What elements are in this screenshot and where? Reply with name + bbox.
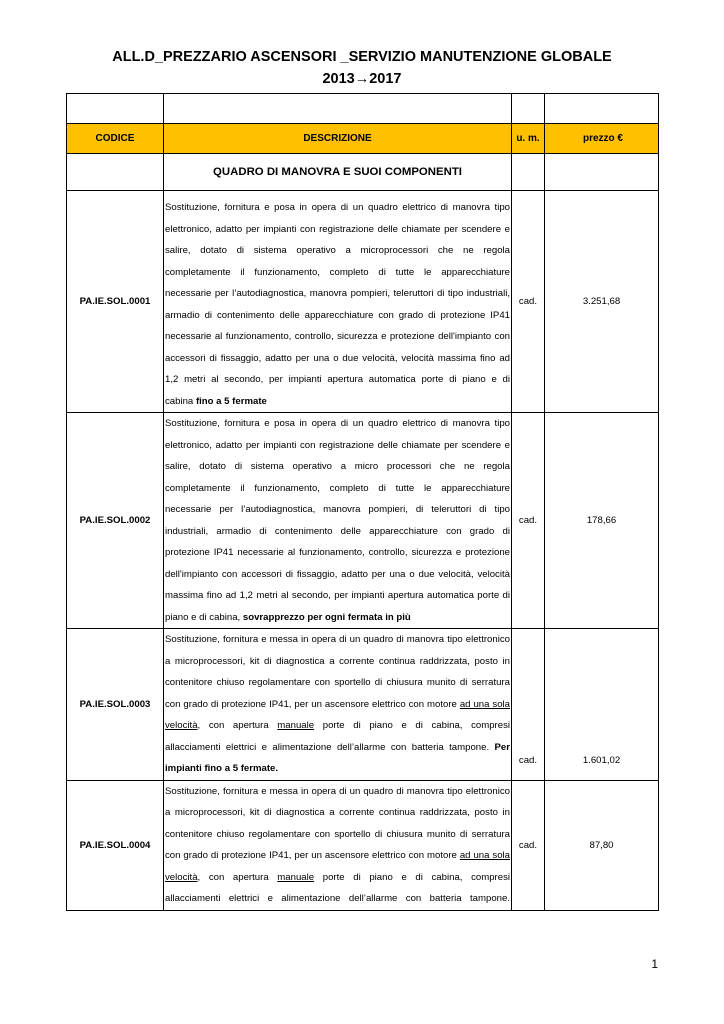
item-price: 178,66	[545, 413, 659, 629]
description-line: elettronico, adatto per impianti con registrazione delle chiamate per scendere e	[165, 223, 510, 235]
description-line: 1,2 metri al secondo, per impianti apertura automatica porte di piano e di	[165, 374, 510, 385]
description-underlined: manuale	[277, 720, 315, 731]
description-text: piano e di cabina,	[165, 611, 243, 623]
description-line: a microprocessori, kit di diagnostica a corrente continua raddrizzata, posto in	[165, 655, 510, 667]
header-description: DESCRIZIONE	[164, 124, 512, 154]
item-code: PA.IE.SOL.0001	[67, 191, 164, 413]
description-text: con grado di protezione IP41, per un ascensore elettrico con motore	[165, 698, 460, 710]
section-title: QUADRO DI MANOVRA E SUOI COMPONENTI	[164, 154, 512, 191]
item-code: PA.IE.SOL.0003	[67, 629, 164, 781]
description-line: protezione IP41 necessarie al funzionamento, controllo, sicurezza e protezione	[165, 547, 510, 558]
table-row	[67, 629, 659, 781]
header-price: prezzo €	[545, 124, 659, 154]
item-price: 87,80	[545, 780, 659, 910]
description-line: elettronico, adatto per impianti con registrazione delle chiamate per scendere e	[165, 439, 510, 451]
item-description	[164, 629, 512, 781]
empty-cell	[67, 94, 164, 124]
description-line	[164, 867, 511, 889]
description-text: cabina	[165, 395, 196, 407]
column-header-row	[67, 124, 659, 154]
description-line: dell'impianto con accessori di fissaggio, adatto per una o due velocità, velocità	[165, 568, 510, 580]
empty-cell	[67, 154, 164, 191]
description-line: accessori di fissaggio, adatto per una o due velocità, velocità massima fino ad	[165, 352, 510, 364]
item-unit: cad.	[512, 191, 545, 413]
page-number: 1	[651, 957, 658, 971]
description-line: necessarie per l’autodiagnostica, manovra pompieri, teleruttori di tipo industriali,	[165, 288, 510, 299]
description-line	[164, 737, 511, 759]
item-price: 1.601,02	[545, 629, 659, 781]
description-underlined: manuale	[277, 871, 315, 883]
description-line: contenitore chiuso regolamentare con sportello di chiusura munito di serratura	[165, 677, 510, 688]
empty-cell	[545, 94, 659, 124]
item-unit: cad.	[512, 629, 545, 781]
description-line: a microprocessori, kit di diagnostica a corrente continua raddrizzata, posto in	[165, 807, 510, 818]
description-line: contenitore chiuso regolamentare con sportello di chiusura munito di serratura	[165, 828, 510, 840]
description-line	[164, 715, 511, 737]
price-table	[66, 93, 659, 911]
table-row	[67, 191, 659, 413]
empty-cell	[512, 94, 545, 124]
description-text: , con apertura	[197, 720, 278, 731]
description-line: completamente il funzionamento, completo di tutte le apparecchiature	[165, 482, 510, 494]
item-description	[164, 191, 512, 413]
description-line: necessarie per l’autodiagnostica, manovra pompieri, di teleruttori di tipo	[165, 504, 510, 515]
item-description	[164, 780, 512, 910]
description-text: con grado di protezione IP41, per un ascensore elettrico con motore	[165, 850, 460, 861]
table-row	[67, 780, 659, 910]
empty-cell	[164, 94, 512, 124]
description-underlined: velocità	[165, 871, 198, 883]
item-unit: cad.	[512, 780, 545, 910]
description-text: , con apertura	[197, 871, 278, 883]
description-line: Sostituzione, fornitura e messa in opera di un quadro di manovra tipo elettronico	[165, 634, 510, 645]
description-line: salire, dotato di sistema operativo a microprocessori che ne regola	[165, 245, 510, 256]
item-code: PA.IE.SOL.0004	[67, 780, 164, 910]
description-bold: Per	[494, 741, 510, 753]
description-line	[164, 845, 511, 867]
description-underlined: ad una sola	[459, 698, 511, 710]
item-price: 3.251,68	[545, 191, 659, 413]
empty-cell	[512, 154, 545, 191]
header-code: CODICE	[67, 124, 164, 154]
description-underlined: velocità	[165, 720, 198, 731]
description-line: Sostituzione, fornitura e messa in opera di un quadro di manovra tipo elettronico	[165, 785, 510, 797]
description-line: massima fino ad 1,2 metri al secondo, per impianti apertura automatica porte di	[165, 590, 510, 601]
header-unit: u. m.	[512, 124, 545, 154]
description-text: porte di piano e di cabina, compresi	[314, 720, 510, 731]
description-line: Sostituzione, fornitura e posa in opera di un quadro elettrico di manovra tipo	[165, 202, 510, 213]
description-underlined: ad una sola	[459, 850, 511, 861]
description-line	[164, 758, 511, 780]
description-line	[164, 391, 511, 413]
item-code: PA.IE.SOL.0002	[67, 413, 164, 629]
description-bold: impianti fino a 5 fermate.	[165, 763, 279, 774]
description-line: completamente il funzionamento, completo di tutte le apparecchiature	[165, 266, 510, 278]
description-line: salire, dotato di sistema operativo a micro processori che ne regola	[165, 461, 510, 472]
description-line	[164, 607, 511, 629]
description-line: armadio di contenimento delle apparecchiature con grado di protezione IP41	[165, 309, 510, 321]
description-line	[164, 694, 511, 716]
empty-header-row	[67, 94, 659, 124]
description-bold: fino a 5 fermate	[195, 395, 267, 407]
table-row	[67, 413, 659, 629]
item-description	[164, 413, 512, 629]
empty-cell	[545, 154, 659, 191]
description-text: allacciamenti elettrici e alimentazione dell’allarme con batteria tampone.	[165, 741, 495, 753]
description-bold: sovrapprezzo per ogni fermata in più	[242, 611, 411, 623]
description-line: allacciamenti elettrici e alimentazione dell’allarme con batteria tampone.	[165, 893, 510, 904]
item-unit: cad.	[512, 413, 545, 629]
document-title: ALL.D_PREZZARIO ASCENSORI _SERVIZIO MANUTENZIONE GLOBALE	[112, 49, 612, 65]
description-line: necessarie al funzionamento, controllo, sicurezza e protezione dell'impianto con	[165, 331, 510, 342]
section-row	[67, 154, 659, 191]
description-text: porte di piano e di cabina, compresi	[314, 871, 510, 883]
description-line: industriali, armadio di contenimento delle apparecchiature con grado di	[165, 525, 510, 537]
document-years: 2013→2017	[322, 71, 402, 87]
description-line: Sostituzione, fornitura e posa in opera di un quadro elettrico di manovra tipo	[165, 418, 510, 429]
